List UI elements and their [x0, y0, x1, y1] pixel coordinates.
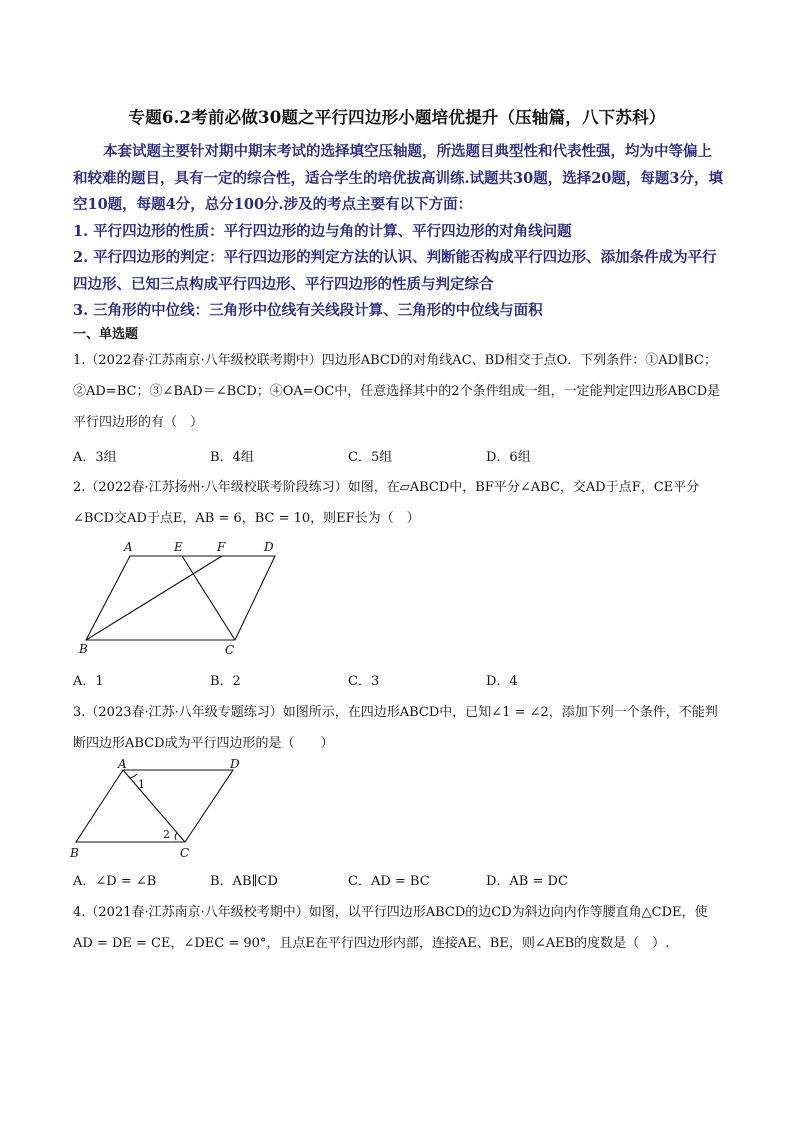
- intro-block: [73, 139, 723, 325]
- angle-1-arc: [130, 774, 137, 778]
- question-4-text: 4.（2021春·江苏南京·八年级校考期中）如图，以平行四边形ABCD的边CD为斜边向内作等腰直角△CDE，使AD = DE = CE，∠DEC = 90°，且点E在平行四边形内部，连接AE、BE，则∠AEB的度数是（ ）.: [73, 905, 708, 951]
- intro-point-2: 2. 平行四边形的判定：平行四边形的判定方法的认识、判断能否构成平行四边形、添加条件成为平行四边形、已知三点构成平行四边形、平行四边形的性质与判定综合: [73, 249, 717, 293]
- q2-option-d: D．4: [486, 674, 518, 689]
- q1-option-b: B．4组: [210, 450, 254, 465]
- question-2-options: [73, 670, 725, 690]
- section-heading: 一、单选题: [73, 327, 139, 342]
- segment-bf: [86, 556, 222, 640]
- question-1: [73, 345, 725, 438]
- question-1-text: 1.（2022春·江苏南京·八年级校联考期中）四边形ABCD的对角线AC、BD相交于点O．下列条件：①AD∥BC；②AD=BC；③∠BAD＝∠BCD；④OA=OC中，任意选择其中的2个条件组成一组，一定能判定四边形ABCD是平行四边形的有（ ）: [73, 353, 721, 430]
- q3-option-d: D．AB = DC: [486, 874, 568, 889]
- label-angle-1: 1: [138, 778, 145, 791]
- question-2-figure: [70, 538, 280, 658]
- q1-option-a: A．3组: [73, 450, 117, 465]
- question-3-options: [73, 870, 725, 890]
- diagonal-ac: [123, 770, 185, 842]
- question-4: [73, 897, 725, 959]
- question-2-text: 2.（2022春·江苏扬州·八年级校联考阶段练习）如图，在▱ABCD中，BF平分∠ABC，交AD于点F，CE平分∠BCD交AD于点E，AB = 6，BC = 10，则EF长为（ ）: [73, 480, 700, 526]
- label-f: F: [217, 540, 226, 554]
- label-d: D: [264, 540, 274, 554]
- q3-option-b: B．AB∥CD: [210, 874, 278, 889]
- intro-point-1: 1. 平行四边形的性质：平行四边形的边与角的计算、平行四边形的对角线问题: [73, 222, 572, 240]
- label-a: A: [124, 540, 133, 554]
- angle-2-arc: [175, 833, 177, 840]
- question-3-figure: [68, 758, 248, 863]
- q2-option-a: A．1: [73, 674, 104, 689]
- question-3: [73, 697, 725, 759]
- parallelogram-abcd: [86, 556, 275, 640]
- label-b: B: [70, 846, 79, 860]
- label-c: C: [225, 643, 235, 657]
- q1-option-c: C．5组: [348, 450, 393, 465]
- question-3-text: 3.（2023春·江苏·八年级专题练习）如图所示，在四边形ABCD中，已知∠1 = ∠2，添加下列一个条件，不能判断四边形ABCD成为平行四边形的是（ ）: [73, 705, 718, 751]
- label-d: D: [230, 757, 240, 771]
- label-c: C: [180, 846, 190, 860]
- question-1-options: [73, 446, 725, 466]
- label-b: B: [79, 642, 88, 656]
- q3-option-a: A．∠D = ∠B: [73, 874, 157, 889]
- label-angle-2: 2: [163, 828, 170, 841]
- q1-option-d: D．6组: [486, 450, 531, 465]
- page-title: 专题6.2考前必做30题之平行四边形小题培优提升（压轴篇，八下苏科）: [128, 108, 666, 127]
- q2-option-b: B．2: [210, 674, 241, 689]
- label-e: E: [174, 540, 183, 554]
- label-a: A: [118, 757, 127, 771]
- question-2: [73, 472, 725, 534]
- segment-ce: [182, 556, 235, 640]
- intro-point-3: 3. 三角形的中位线：三角形中位线有关线段计算、三角形的中位线与面积: [73, 302, 543, 319]
- q3-option-c: C．AD = BC: [348, 874, 430, 889]
- q2-option-c: C．3: [348, 674, 380, 689]
- intro-paragraph: 本套试题主要针对期中期末考试的选择填空压轴题，所选题目典型性和代表性强，均为中等偏上和较难的题目，具有一定的综合性，适合学生的培优拔高训练.试题共30题，选择20题，每题3分，填空10题，每题4分，总分100分.涉及的考点主要有以下方面：: [73, 143, 723, 213]
